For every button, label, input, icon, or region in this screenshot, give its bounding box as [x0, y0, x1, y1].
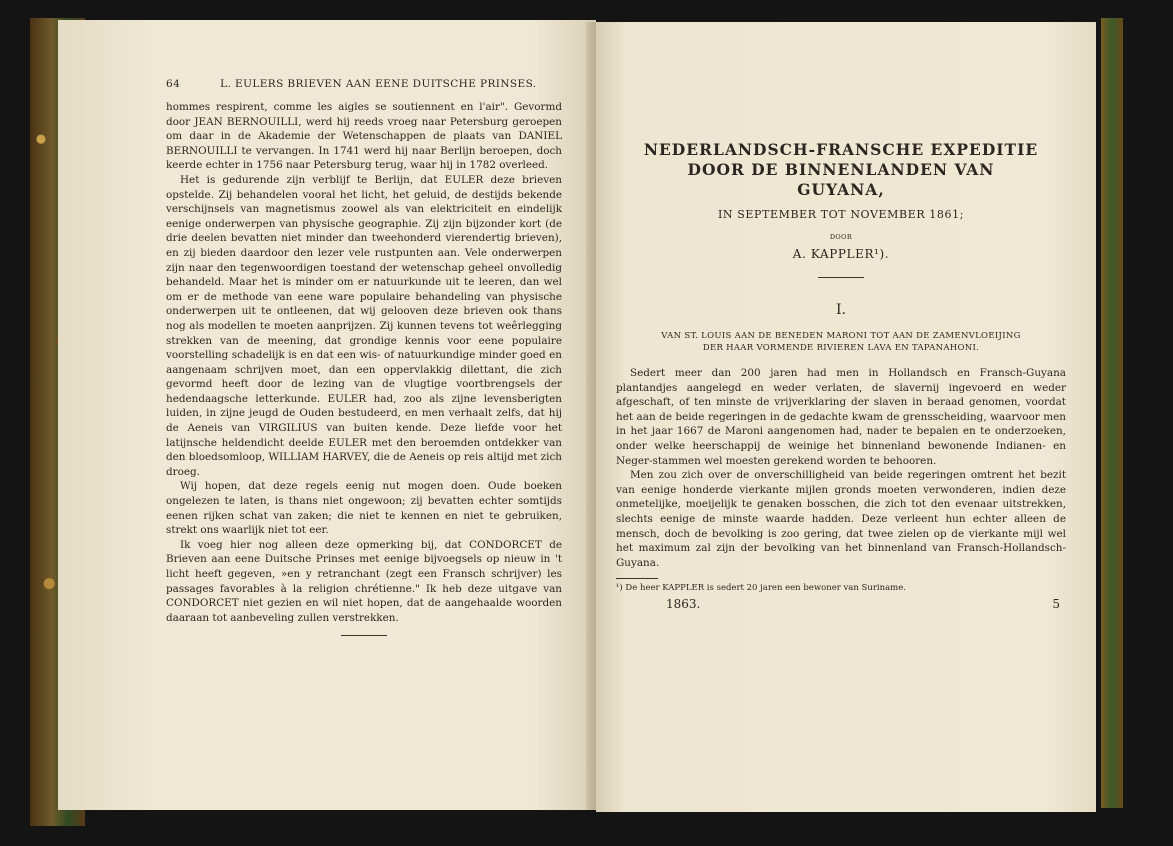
- footnote-rule: [616, 578, 658, 579]
- title-line-1: NEDERLANDSCH-FRANSCHE EXPEDITIE: [643, 140, 1039, 159]
- by-label: DOOR: [829, 233, 853, 241]
- left-page: [58, 20, 596, 810]
- page-number: 64: [166, 78, 181, 90]
- author: A. KAPPLER¹).: [792, 247, 890, 261]
- chapter-heading-line-1: VAN ST. LOUIS AAN DE BENEDEN MARONI TOT AAN DE ZAMENVLOEIJING: [661, 331, 1021, 341]
- chapter-heading-line-2: DER HAAR VORMENDE RIVIEREN LAVA EN TAPANAHONI.: [702, 343, 980, 353]
- paragraph: Wij hopen, dat deze regels eenig nut mogen doen. Oude boeken ongelezen te laten, is thans niet ongewoon; zij bevatten echter somtijds eenen rijken schat van zaken; die niet te kennen en niet te gebruiken, strekt ons waarlijk niet tot eer.: [166, 480, 562, 537]
- title-rule: [818, 277, 864, 278]
- left-body: [166, 100, 562, 625]
- end-rule: [341, 635, 387, 636]
- paragraph: hommes respirent, comme les aigles se soutiennent en l'air". Gevormd door JEAN BERNOUILLI, werd hij reeds vroeg naar Petersburg geroepen om daar in de Akademie der Wetenschappen de plaats van DANIEL BERNOUILLI te vervangen. In 1741 werd hij naar Berlijn beroepen, doch keerde echter in 1756 naar Petersburg terug, waar hij in 1782 overleed.: [166, 101, 562, 172]
- chapter-heading: [616, 330, 1066, 354]
- right-page: [596, 22, 1096, 812]
- book-cover-right: [1101, 18, 1123, 808]
- footnote: ¹) De heer KAPPLER is sedert 20 jaren een bewoner van Suriname.: [616, 583, 906, 594]
- running-head: [166, 78, 562, 90]
- section-number: I.: [836, 302, 846, 318]
- title-line-2: DOOR DE BINNENLANDEN VAN: [687, 160, 995, 179]
- title-dates: IN SEPTEMBER TOT NOVEMBER 1861;: [717, 208, 965, 221]
- paragraph: Ik voeg hier nog alleen deze opmerking bij, dat CONDORCET de Brieven aan eene Duitsche Prinses met eenige bijvoegsels op nieuw in 't licht heeft gegeven, »en y retranchant (zegt een Fransch schrijver) les passages favorables à la religion chrétienne." Ik heb deze uitgave van CONDORCET niet gezien en wil niet hopen, dat de aangehaalde woorden daaraan tot aanbeveling zullen verstrekken.: [166, 538, 562, 624]
- paragraph: Men zou zich over de onverschilligheid van beide regeringen omtrent het bezit van eenige honderde vierkante mijlen gronds moeten verwonderen, indien deze onmetelijke, moeijelijk te genaken bosschen, die zich tot den evenaar uitstrekken, slechts eenige de minste waarde hadden. Deze verleent hun echter alleen de mensch, doch de bevolking is zoo gering, dat twee zielen op de vierkante mijl wel het maximum zal zijn der bevolking van het binnenland van Fransch-Hollandsch-Guyana.: [616, 469, 1066, 569]
- footer-year: 1863.: [666, 597, 701, 612]
- footer-signature: 5: [1052, 597, 1060, 612]
- paragraph: Het is gedurende zijn verblijf te Berlijn, dat EULER deze brieven opstelde. Zij behandelen vooral het licht, het geluid, de destijds bekende verschijnsels van magnetismus zoowel als van elektriciteit en eindelijk eenige onderwerpen van physische geographie. Zij zijn bijzonder kort (de drie deelen bevatten niet minder dan tweehonderd vierendertig brieven), en zij bieden daardoor den lezer vele rustpunten aan. Vele onderwerpen zijn naar den tegenwoordigen toestand der wetenschap geheel onvolledig behandeld. Maar het is minder om er natuurkunde uit te leeren, dan wel om er de methode van eene ware populaire behandeling van physische onderwerpen uit te ontleenen, dat wij gelooven deze brieven ook thans nog als modellen te moeten aanprijzen. Zij kunnen tevens tot weêrlegging strekken van de meening, dat grondige kennis voor eene populaire voorstelling schadelijk is en dat een wis- of natuurkundige minder goed en aangenaam schrijven moet, dan een oppervlakkig dilettant, die zich gevormd heeft door de lezing van de vlugtige voortbrengsels der hedendaagsche letterkunde. EULER had, zoo als zijne levensberigten luiden, in zijne jeugd de Ouden bestudeerd, en men verhaalt zelfs, dat hij de Aeneis van VIRGILIUS van buiten kende. Deze liefde voor het latijnsche heldendicht deelde EULER met den beroemden ontdekker van den bloedsomloop, WILLIAM HARVEY, die de Aeneis op reis altijd met zich droeg.: [166, 173, 562, 478]
- page-footer: [616, 597, 1066, 611]
- running-title: L. EULERS BRIEVEN AAN EENE DUITSCHE PRINSES.: [220, 78, 537, 90]
- paragraph: Sedert meer dan 200 jaren had men in Hollandsch en Fransch-Guyana plantandjes aangelegd en weder verlaten, de slavernij ingevoerd en weder afgeschaft, of ten minste de vrijverklaring der slaven in beraad genomen, voordat het aan de beide regeringen in de gedachte kwam de grensscheiding, waarvoor men in het jaar 1667 de Maroni aangenomen had, nader te bepalen en te onderzoeken, onder welke heerschappij de weinige het binnenland bewonende Indianen- en Neger-stammen wel moesten gerekend worden te behooren.: [616, 367, 1066, 467]
- right-body: [616, 366, 1066, 570]
- title-line-3: GUYANA,: [797, 180, 885, 199]
